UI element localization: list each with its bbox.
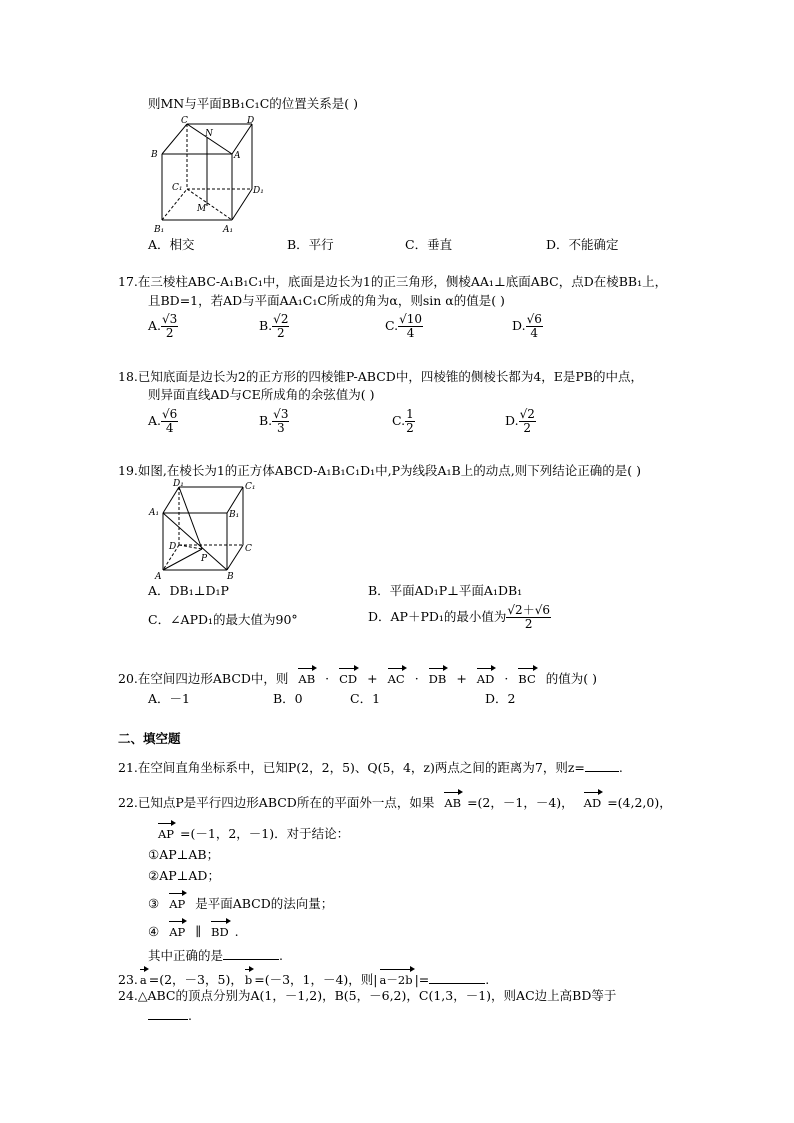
q22-conclusion-1: ①AP⊥AB；	[148, 847, 220, 862]
label-C1: C₁	[245, 482, 256, 492]
answer-end: .	[279, 948, 283, 963]
vector-ad: AD	[584, 789, 602, 811]
q21-text: 21.在空间直角坐标系中，已知P(2，2，5)、Q(5，4，z)两点之间的距离为7，则z=	[118, 760, 585, 775]
vector-ap: AP	[158, 820, 174, 842]
option-label: A.	[148, 413, 162, 428]
label-A1: A₁	[223, 225, 234, 235]
frac-num: 1	[406, 407, 414, 421]
q22-line2	[152, 820, 349, 842]
q23-end: .	[485, 972, 490, 987]
label-D1: D₁	[253, 186, 264, 196]
circled-3: ③	[148, 896, 160, 911]
q17-line1: 17.在三棱柱ABC-A₁B₁C₁中，底面是边长为1的正三角形，侧棱AA₁⊥底面ABC，点D在棱BB₁上，	[118, 274, 668, 289]
dot-op: ·	[414, 671, 419, 686]
cube-figure-q16	[145, 114, 270, 236]
q22-answer	[148, 947, 283, 964]
answer-blank[interactable]	[429, 971, 485, 984]
q19-option-a: A．DB₁⊥D₁P	[148, 583, 229, 598]
frac-den: 2	[523, 421, 532, 435]
vector-db: DB	[429, 665, 447, 687]
cube-figure-q19	[145, 477, 265, 581]
q22-conclusion-3	[148, 890, 333, 912]
frac-num: √10	[399, 312, 423, 326]
label-A: A	[234, 151, 241, 161]
q24-line1: 24.△ABC的顶点分别为A(1，－1,2)，B(5，－6,2)，C(1,3，－1)，则AC边上高BD等于	[118, 988, 617, 1003]
q19-option-b: B．平面AD₁P⊥平面A₁DB₁	[368, 583, 523, 598]
vector-ab: AB	[298, 665, 315, 687]
label-B1: B₁	[154, 225, 165, 235]
q20-option-b: B．0	[273, 691, 303, 706]
q22-line1	[118, 789, 672, 811]
q16-option-c: C．垂直	[405, 237, 453, 252]
option-label: B.	[259, 413, 273, 428]
label-B: B	[151, 150, 158, 160]
label-M: M	[197, 204, 207, 214]
q19-option-c: C．∠APD₁的最大值为90°	[148, 612, 298, 627]
option-label: B.	[259, 318, 273, 333]
dot-op: ·	[325, 671, 330, 686]
label-N: N	[205, 129, 213, 139]
q18-option-c	[392, 408, 415, 435]
frac-den: 2	[276, 326, 285, 340]
vector-ab: AB	[444, 789, 461, 811]
answer-blank[interactable]	[223, 947, 279, 960]
q16-stem: 则MN与平面BB₁C₁C的位置关系是( )	[148, 96, 358, 111]
answer-prompt: 其中正确的是	[148, 948, 224, 963]
q21-end: .	[618, 760, 623, 775]
q21-stem	[118, 759, 623, 776]
q17-option-b	[259, 313, 289, 340]
option-label: C.	[385, 318, 399, 333]
q17-line2: 且BD=1，若AD与平面AA₁C₁C所成的角为α，则sin α的值是( )	[148, 293, 505, 308]
frac-num: √6	[526, 312, 542, 326]
vector-a: a	[140, 966, 147, 988]
circled-4: ④	[148, 924, 160, 939]
ap-value: =(－1，2，－1)．对于结论：	[180, 826, 350, 841]
vector-cd: CD	[339, 665, 357, 687]
q24-end: .	[188, 1008, 192, 1023]
q19-option-d	[368, 604, 551, 631]
ab-value: =(2，－1，－4)，	[467, 795, 574, 810]
q20-suffix: 的值为( )	[545, 671, 597, 686]
frac-num: √2	[519, 407, 535, 421]
q24-line2	[148, 1007, 192, 1024]
answer-blank[interactable]	[148, 1007, 188, 1020]
q22-prefix: 22.已知点P是平行四边形ABCD所在的平面外一点，如果	[118, 795, 435, 810]
label-C: C	[245, 544, 252, 554]
frac-num: √3	[273, 407, 289, 421]
option-label: A.	[148, 318, 162, 333]
vector-ad: AD	[477, 665, 495, 687]
option-label: D.	[512, 318, 526, 333]
q16-option-d: D．不能确定	[546, 237, 619, 252]
q19-stem: 19.如图,在棱长为1的正方体ABCD-A₁B₁C₁D₁中,P为线段A₁B上的动点,则下列结论正确的是( )	[118, 463, 641, 478]
c3-suffix: 是平面ABCD的法向量；	[195, 896, 334, 911]
frac-num: √2＋√6	[507, 603, 550, 617]
q18-line2: 则异面直线AD与CE所成角的余弦值为( )	[148, 387, 375, 402]
frac-den: 2	[165, 326, 174, 340]
q16-option-a: A．相交	[148, 237, 195, 252]
frac-den: 4	[406, 326, 415, 340]
label-C: C	[181, 116, 188, 126]
vector-ap: AP	[169, 918, 185, 940]
option-label: C.	[392, 413, 406, 428]
option-d-prefix: D．AP＋PD₁的最小值为	[368, 609, 507, 624]
b-value: =(－3，1，－4)，则|	[254, 972, 378, 987]
q18-line1: 18.已知底面是边长为2的正方形的四棱锥P-ABCD中，四棱锥的侧棱长都为4，E是PB的中点，	[118, 369, 643, 384]
q23-stem	[118, 966, 489, 988]
q18-option-d	[505, 408, 536, 435]
label-P: P	[201, 554, 208, 564]
a-value: =(2，－3，5)，	[148, 972, 243, 987]
label-A: A	[155, 572, 162, 581]
section-title-fill-in: 二、填空题	[118, 731, 181, 746]
dot-op: ·	[504, 671, 509, 686]
label-B1: B₁	[229, 510, 240, 520]
ad-value: =(4,2,0)，	[607, 795, 672, 810]
frac-den: 2	[524, 617, 533, 631]
vector-ap: AP	[169, 890, 185, 912]
q23-num: 23.	[118, 972, 138, 987]
q18-option-b	[259, 408, 289, 435]
c4-end: .	[234, 924, 239, 939]
label-D: D	[247, 116, 255, 126]
frac-den: 4	[530, 326, 539, 340]
q18-option-a	[148, 408, 178, 435]
q20-option-d: D．2	[485, 691, 516, 706]
q23-abs-end: |=	[414, 972, 430, 987]
label-D: D	[169, 542, 177, 552]
frac-den: 3	[276, 421, 285, 435]
label-D1: D₁	[173, 479, 184, 489]
q17-option-d	[512, 313, 543, 340]
parallel-symbol: ∥	[195, 924, 202, 939]
plus-op: +	[367, 671, 378, 686]
frac-den: 2	[406, 421, 414, 435]
q22-conclusion-2: ②AP⊥AD；	[148, 868, 220, 883]
vector-bc: BC	[518, 665, 535, 687]
q20-option-a: A．－1	[148, 691, 190, 706]
label-C1: C₁	[172, 183, 183, 193]
frac-num: √3	[162, 312, 178, 326]
q17-option-c	[385, 313, 423, 340]
q20-stem	[118, 665, 597, 687]
vector-bd: BD	[211, 918, 229, 940]
vector-expr: a－2b	[380, 966, 413, 988]
option-label: D.	[505, 413, 519, 428]
q20-option-c: C．1	[350, 691, 381, 706]
vector-b: b	[245, 966, 252, 988]
q17-option-a	[148, 313, 178, 340]
q20-prefix: 20.在空间四边形ABCD中，则	[118, 671, 289, 686]
frac-den: 4	[165, 421, 174, 435]
frac-num: √2	[273, 312, 289, 326]
vector-ac: AC	[388, 665, 405, 687]
label-B: B	[227, 572, 234, 581]
answer-blank[interactable]	[585, 759, 619, 772]
q22-conclusion-4	[148, 918, 239, 940]
plus-op: +	[456, 671, 467, 686]
label-A1: A₁	[149, 508, 160, 518]
q16-option-b: B．平行	[287, 237, 334, 252]
frac-num: √6	[162, 407, 178, 421]
